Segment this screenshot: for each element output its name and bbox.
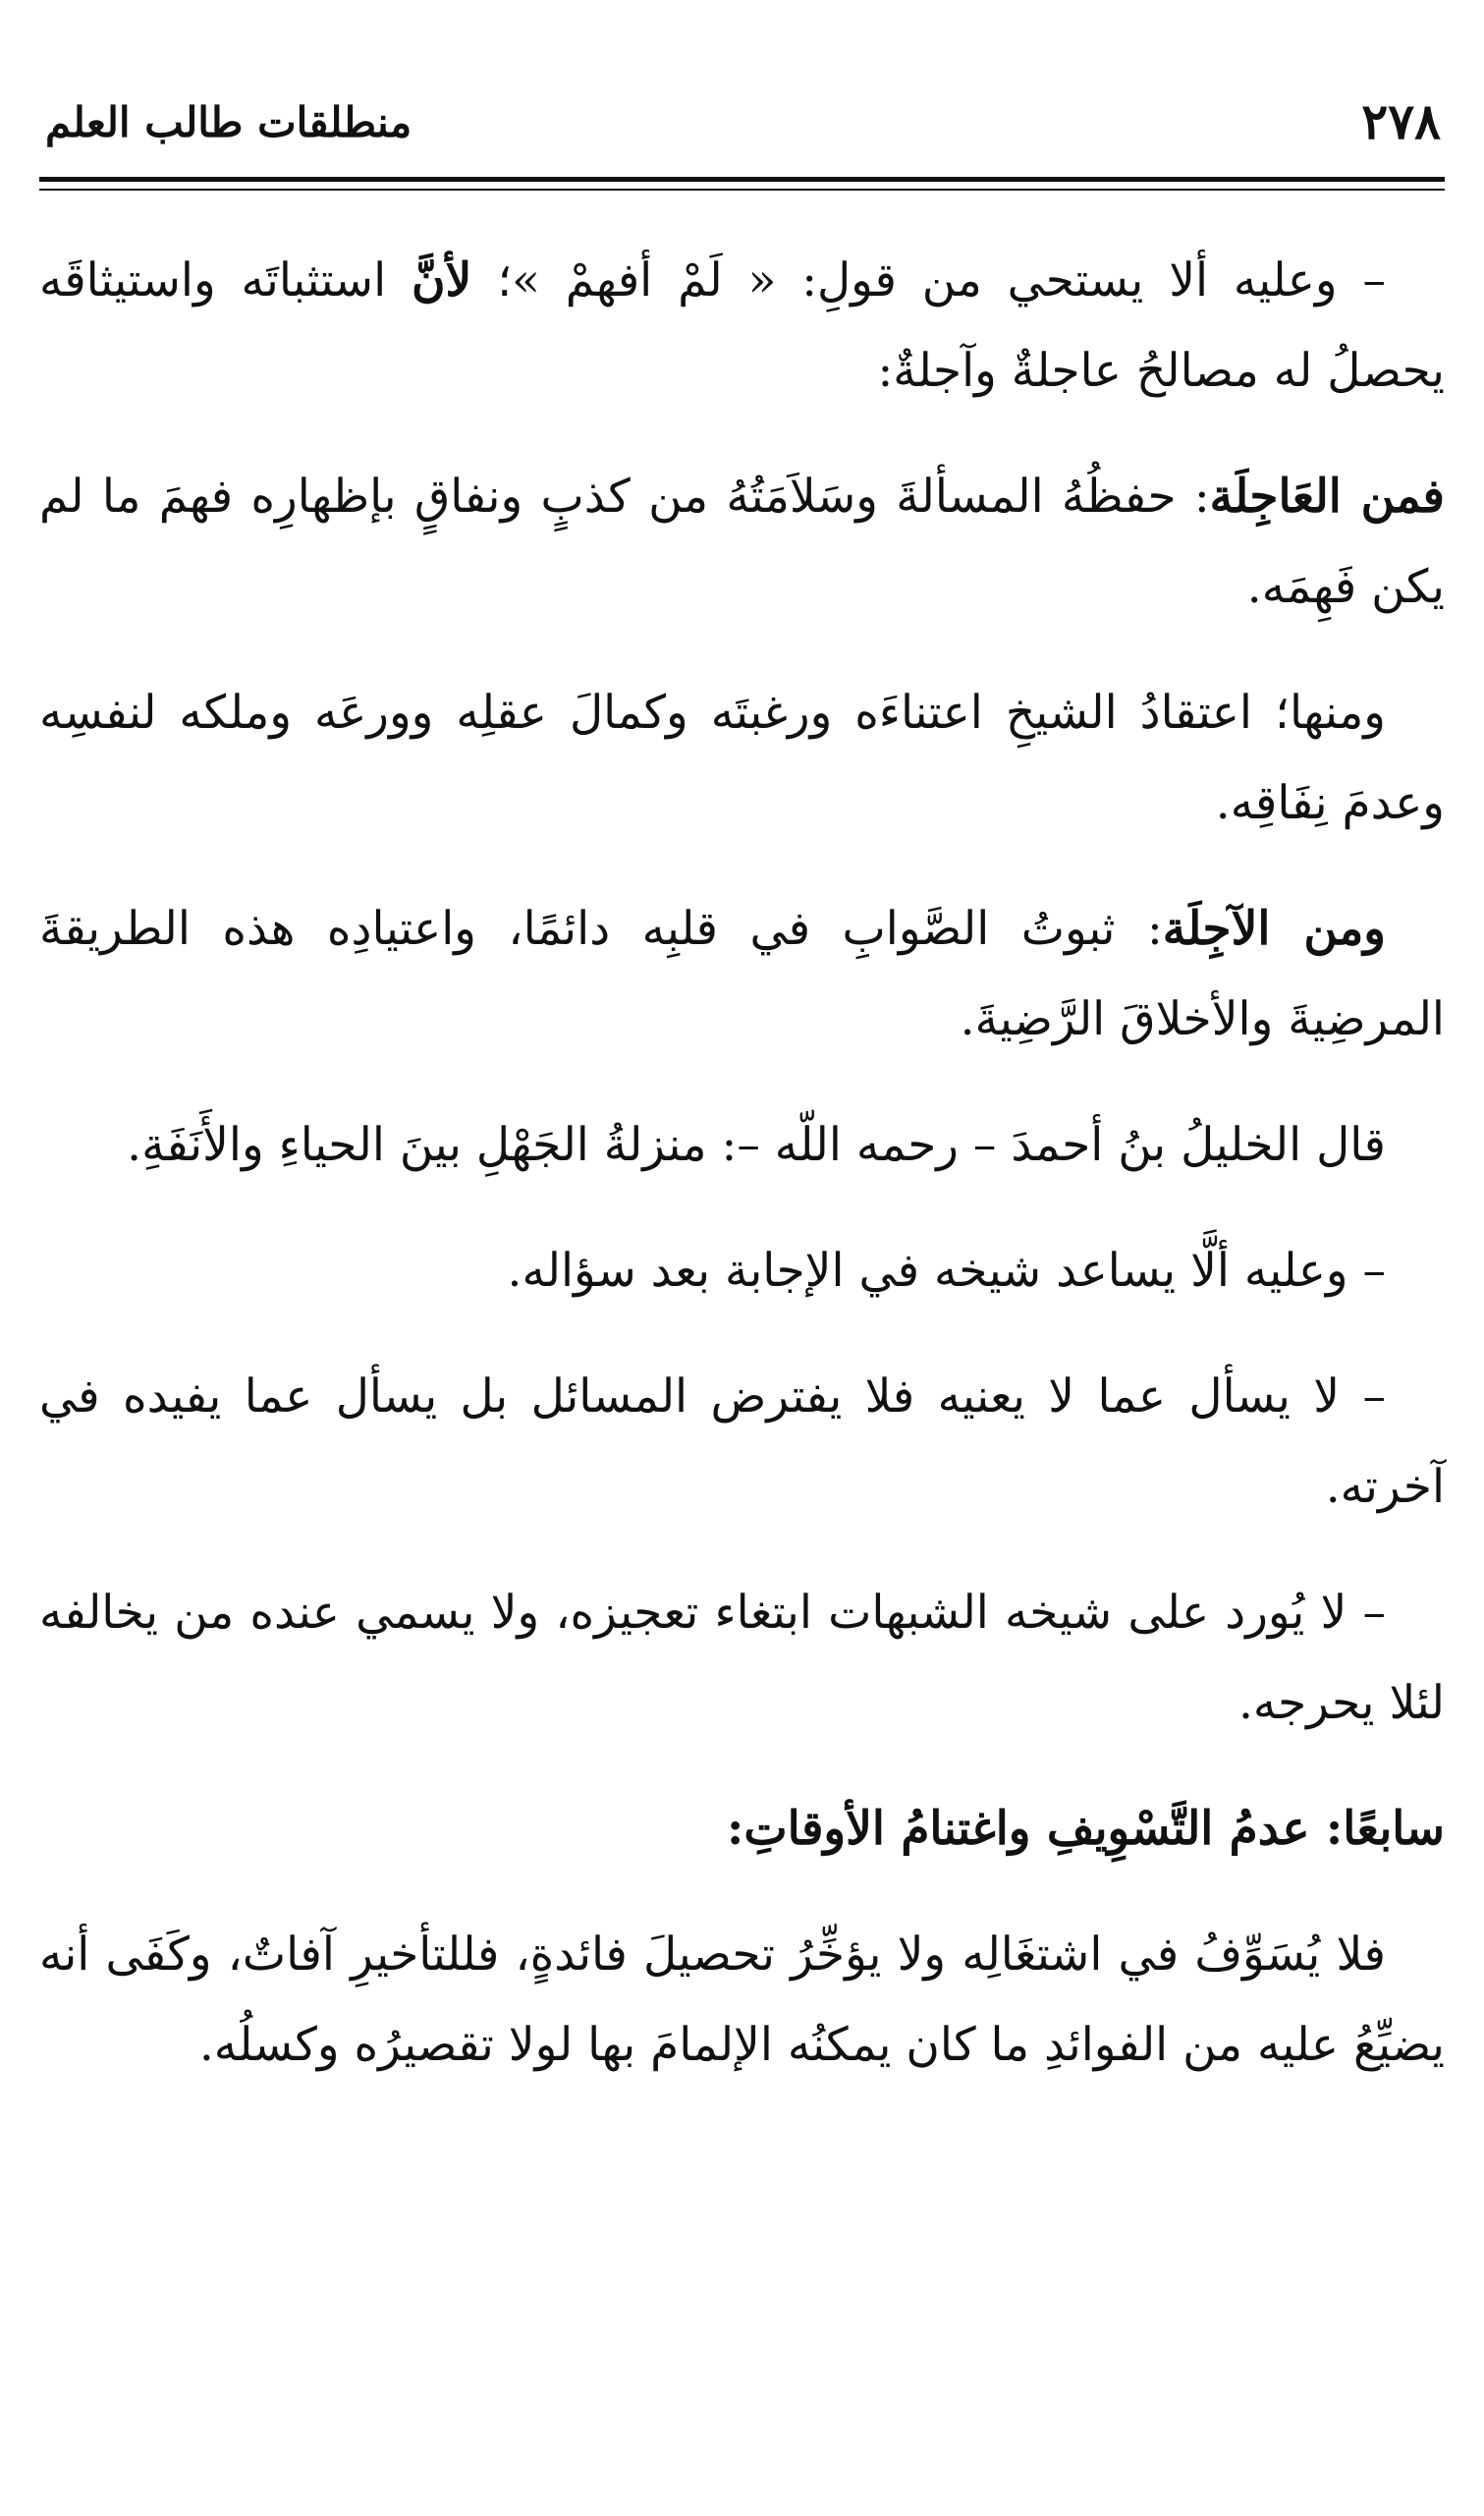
paragraph-5: قال الخليلُ بنُ أحمدَ – رحمه اللّه –: منزلةُ الجَهْلِ بينَ الحياءِ والأَنَفَةِ. bbox=[127, 1118, 1386, 1172]
page-header bbox=[39, 86, 1445, 165]
paragraph-1-rest: استثباتَه واستيثاقَه يحصلُ له مصالحُ عاجلةٌ وآجلةٌ: bbox=[39, 253, 1445, 398]
page-body bbox=[39, 236, 1445, 2126]
paragraph-3: ومنها؛ اعتقادُ الشيخِ اعتناءَه ورغبتَه وكمالَ عقلِه وورعَه وملكه لنفسِه وعدمَ نِفَاقِه. bbox=[39, 686, 1445, 830]
paragraph-1-text: وعليه ألا يستحي من قولِ: « لَمْ أفهمْ »؛ bbox=[471, 253, 1338, 308]
final-paragraph: فلا يُسَوِّفُ في اشتغَالِه ولا يؤخِّرُ تحصيلَ فائدةٍ، فللتأخيرِ آفاتٌ، وكَفَى أنه يضيِّعُ عليه من الفوائدِ ما كان يمكنُه الإلمامَ بها لولا تقصيرُه وكسلُه. bbox=[39, 1928, 1445, 2072]
paragraph-4-text: : ثبوتُ الصَّوابِ في قلبِه دائمًا، واعتيادِه هذه الطريقةَ المرضِيةَ والأخلاقَ الرَّضِيةَ. bbox=[39, 902, 1445, 1046]
paragraph-7: – لا يسأل عما لا يعنيه فلا يفترض المسائل بل يسأل عما يفيده في آخرته. bbox=[39, 1370, 1445, 1514]
paragraph-1-bold-word: لأنَّ bbox=[412, 253, 472, 308]
paragraph-6: – وعليه ألَّا يساعد شيخه في الإجابة بعد سؤاله. bbox=[507, 1244, 1386, 1298]
paragraph-2-text: : حفظُهُ المسألةَ وسَلاَمَتُهُ من كذبٍ ونفاقٍ بإظهارِه فهمَ ما لم يكن فَهِمَه. bbox=[39, 470, 1445, 614]
paragraph-2 bbox=[39, 452, 1445, 633]
paragraph-2-lead: فمن العَاجِلَة bbox=[1209, 470, 1445, 524]
header-rule-thick bbox=[39, 177, 1445, 182]
running-title: منطلقات طالب العلم bbox=[45, 98, 412, 146]
header-rule-thin bbox=[39, 189, 1445, 191]
paragraph-1 bbox=[39, 236, 1445, 417]
section-heading: سابعًا: عدمُ التَّسْوِيفِ واغتنامُ الأوقاتِ: bbox=[727, 1802, 1445, 1856]
paragraph-8: – لا يُورد على شيخه الشبهات ابتغاء تعجيزه، ولا يسمي عنده من يخالفه لئلا يحرجه. bbox=[39, 1586, 1445, 1730]
paragraph-1-dash: – bbox=[1337, 253, 1386, 308]
paragraph-4 bbox=[39, 884, 1445, 1065]
paragraph-4-lead: ومن الآجِلَة bbox=[1162, 902, 1386, 956]
page-number: ٢٧٨ bbox=[1361, 92, 1441, 150]
